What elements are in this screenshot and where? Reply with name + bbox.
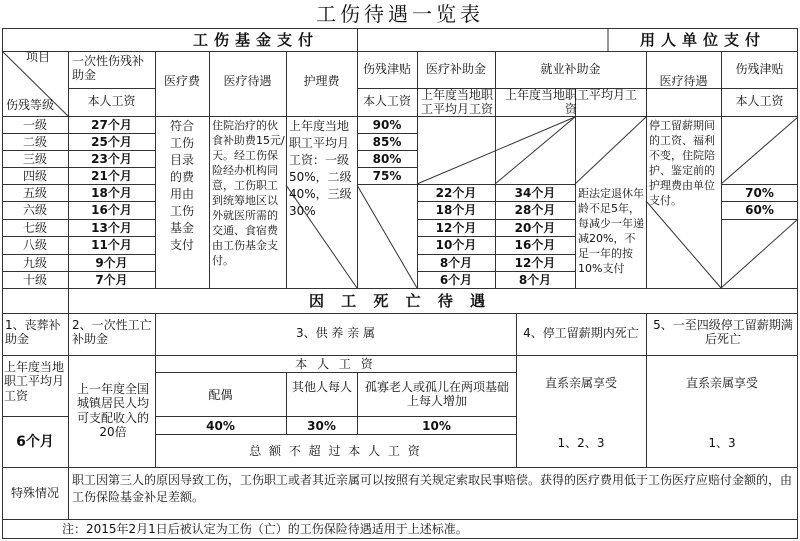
grade-label: 八级 [22,238,47,252]
death-months: 6个月 [16,434,54,450]
death-others: 其他人每人 [291,380,352,394]
fund-allowance-pct: 85% [372,135,402,149]
employer-medical-text: 停工留薪期间的工资、福利不变，住院陪护、鉴定前的护理费由单位支付。 [649,119,715,207]
grade-label: 三级 [22,152,47,166]
medical-treatment-text: 住院治疗的伙食补助费15元/天。经工伤保险经办机构同意，工伤职工到统筹地区以外就医所需的交通、食宿费由工伤基金支付。 [212,119,285,267]
one-time-months: 18个月 [91,186,132,200]
employer-section-header: 用人单位支付 [639,31,766,49]
employer-allowance-pct: 70% [745,186,774,200]
death-orphan: 孤寡老人或孤儿在两项基础上每人增加 [364,380,509,409]
death-items-5: 1、3 [708,436,736,450]
header-medical-subsidy: 医疗补助金 [425,62,486,76]
death-items-4: 1、2、3 [557,436,605,450]
employment-subsidy-months: 28个月 [514,203,556,217]
death-header-dependents: 3、供 养 亲 属 [295,326,376,340]
medical-subsidy-months: 10个月 [435,238,477,252]
death-header-during-leave: 4、停工留薪期内死亡 [523,326,639,340]
employment-subsidy-months: 16个月 [514,238,556,252]
header-own-wage-2: 本人工资 [362,94,411,108]
grade-label: 七级 [22,221,47,235]
death-others-pct: 30% [307,419,336,433]
grade-label: 一级 [22,118,47,132]
employer-allowance-pct: 60% [745,203,774,217]
fund-allowance-pct: 90% [372,118,402,132]
header-disability-allowance-employer: 伤残津贴 [735,62,784,76]
header-grade: 伤残等级 [6,98,55,112]
one-time-months: 13个月 [91,221,132,235]
one-time-months: 27个月 [91,118,132,132]
medical-subsidy-months: 8个月 [439,256,473,270]
death-base-2: 上一年度全国城镇居民人均可支配收入的20倍 [76,382,149,440]
nursing-fee-text: 上年度当地职工平均月工资：一级50%，二级40%，三级30% [289,119,352,218]
death-direct-relatives-4: 直系亲属享受 [544,376,617,390]
death-section-title: 因 工 死 亡 待 遇 [308,292,492,310]
header-own-wage-3: 本人工资 [735,94,784,108]
death-own-wage: 本 人 工 资 [295,357,376,371]
one-time-months: 21个月 [91,169,132,183]
grade-label: 九级 [22,256,47,270]
footnote: 注：2015年2月1日后被认定为工伤（亡）的工伤保险待遇适用于上述标准。 [62,522,468,536]
header-nursing-fee: 护理费 [303,74,340,88]
header-local-avg-wage-2: 上年度当地职工平均月工资 [504,88,637,117]
death-total-limit: 总 额 不 超 过 本 人 工 资 [249,444,422,458]
grade-label: 五级 [22,186,47,200]
medical-subsidy-months: 22个月 [435,186,477,200]
employment-subsidy-months: 8个月 [518,273,552,287]
header-local-avg-wage-1: 上年度当地职工平均月工资 [421,88,494,117]
header-medical-treatment: 医疗待遇 [223,74,272,88]
one-time-months: 9个月 [95,256,128,270]
death-orphan-pct: 10% [422,419,451,433]
grade-label: 六级 [22,203,47,217]
employment-subsidy-months: 34个月 [514,186,556,200]
medical-subsidy-months: 18个月 [435,203,477,217]
page-title: 工伤待遇一览表 [316,2,484,26]
death-base-1: 上年度当地职工平均月工资 [4,360,65,403]
death-spouse-pct: 40% [206,419,235,433]
one-time-months: 23个月 [91,152,132,166]
death-spouse: 配偶 [208,388,233,402]
header-employment-subsidy: 就业补助金 [540,62,601,76]
header-own-wage-1: 本人工资 [87,94,136,108]
header-disability-allowance: 伤残津贴 [362,62,411,76]
one-time-months: 11个月 [91,238,132,252]
special-label: 特殊情况 [10,486,59,500]
fund-allowance-pct: 80% [372,152,402,166]
death-direct-relatives-5: 直系亲属享受 [685,376,758,390]
death-header-one-time: 2、一次性工亡补助金 [72,318,152,347]
header-medical-treatment-employer: 医疗待遇 [659,74,708,88]
header-medical-fee: 医疗费 [163,74,200,88]
one-time-months: 7个月 [95,273,128,287]
employment-reduction-text: 距法定退休年龄不足5年，每减少一年递减20%，不足一年的按10%支付 [578,187,644,275]
special-text: 职工因第三人的原因导致工伤，工伤职工或者其近亲属可以按照有关规定索取民事赔偿。获得的医疗费用低于工伤医疗应赔付金额的，由工伤保险基金补足差额。 [72,473,793,504]
death-header-funeral: 1、丧葬补助金 [5,318,61,347]
header-one-time-subsidy: 一次性伤残补助金 [72,54,145,83]
medical-fee-text: 符合工伤目录的费用由工伤基金支付 [170,119,195,252]
employment-subsidy-months: 20个月 [514,221,556,235]
medical-subsidy-months: 12个月 [435,221,477,235]
grade-label: 二级 [22,135,47,149]
header-item: 项目 [26,50,51,64]
grade-label: 四级 [22,169,47,183]
employment-subsidy-months: 12个月 [514,256,556,270]
fund-allowance-pct: 75% [372,169,402,183]
death-header-after-leave: 5、一至四级停工留薪期满后死亡 [653,318,793,347]
fund-section-header: 工伤基金支付 [192,31,319,49]
one-time-months: 25个月 [91,135,132,149]
one-time-months: 16个月 [91,203,132,217]
medical-subsidy-months: 6个月 [439,273,473,287]
grade-label: 十级 [22,273,47,287]
